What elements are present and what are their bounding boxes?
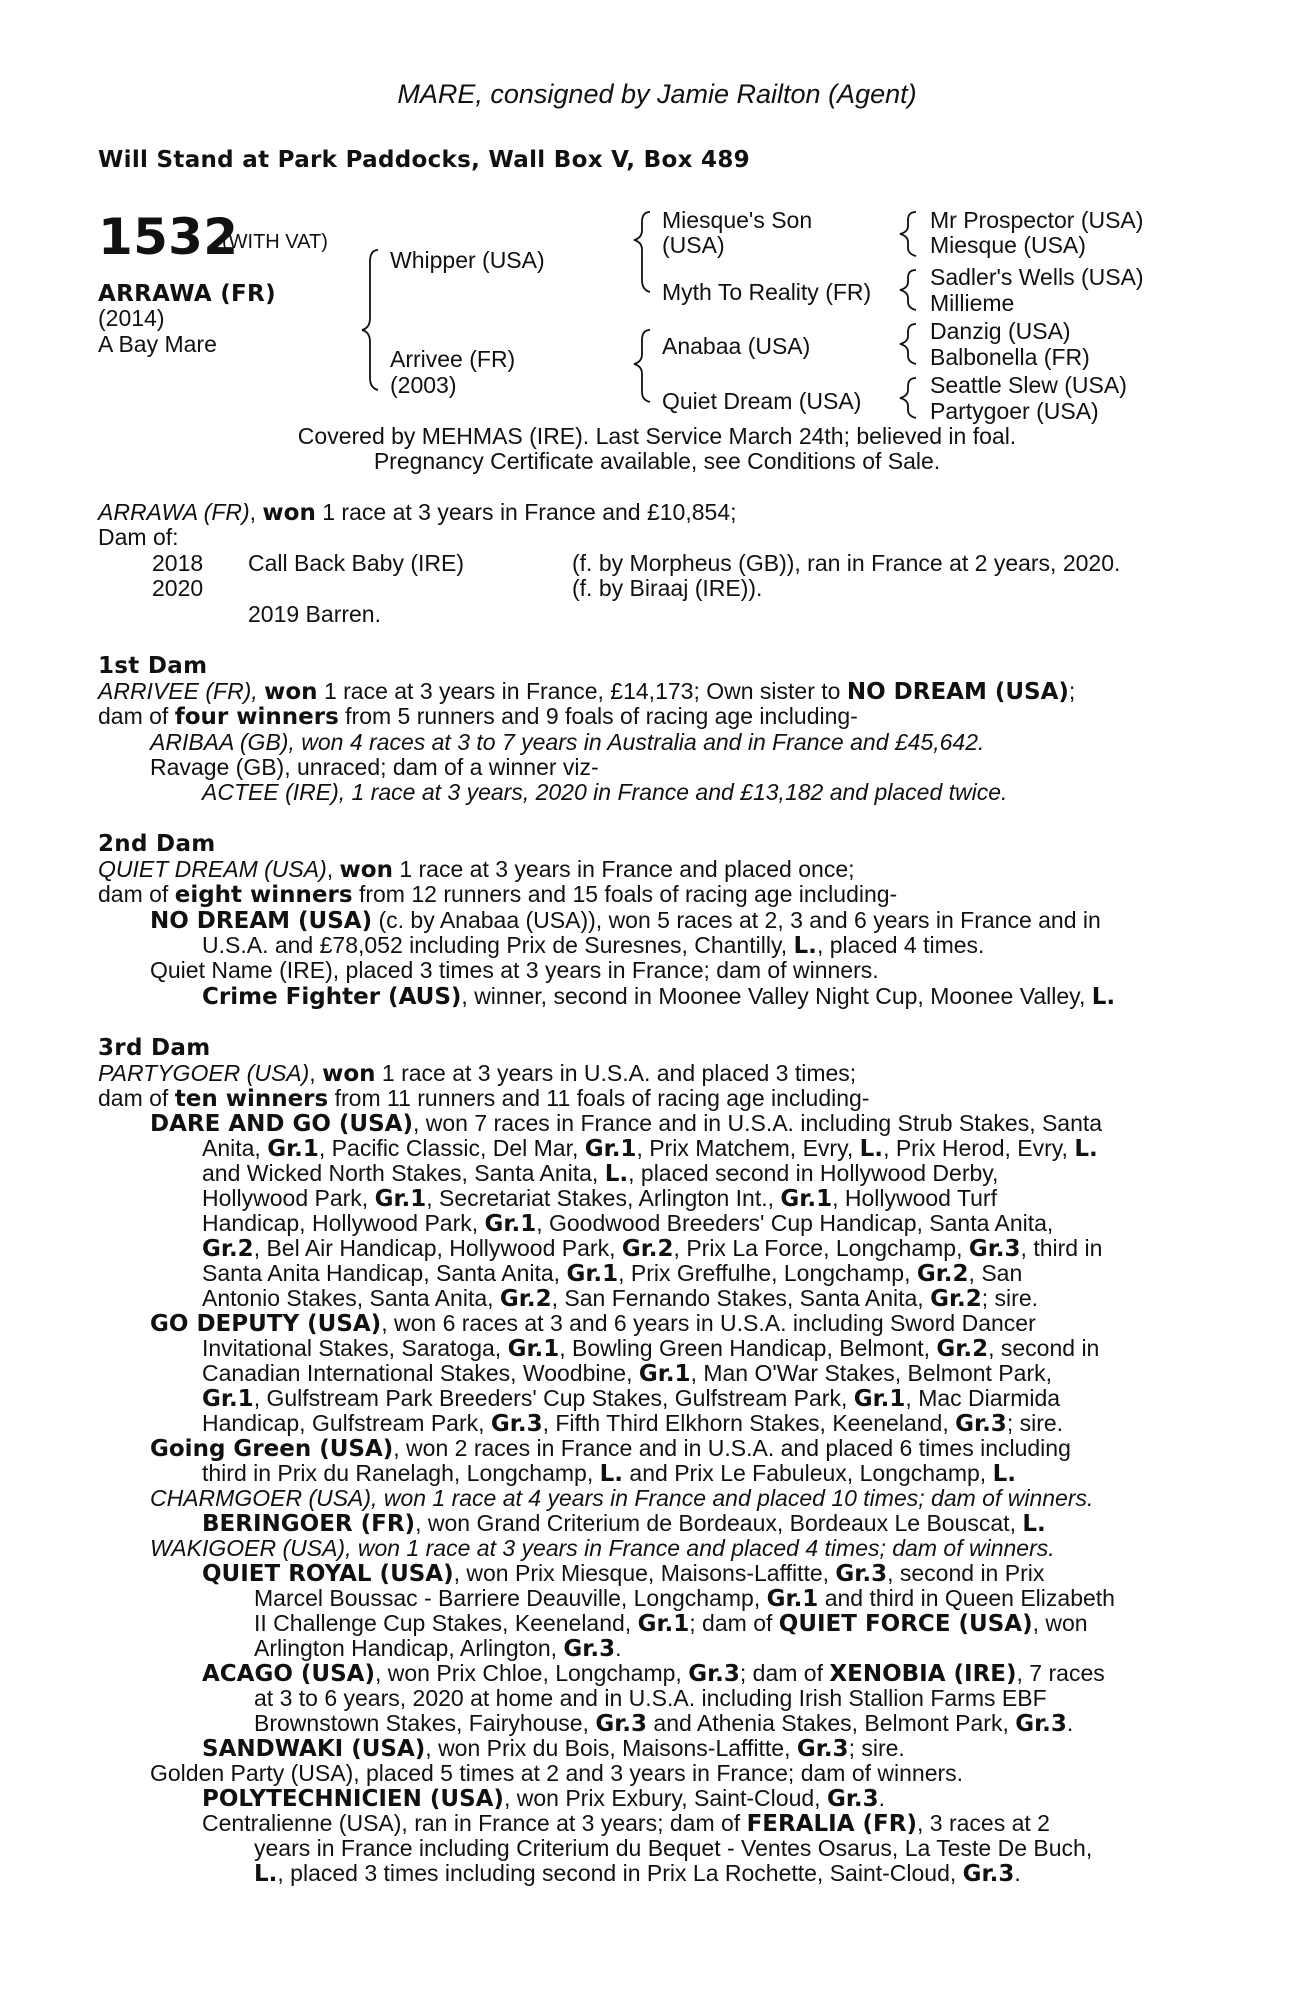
produce-name: Call Back Baby (IRE) bbox=[248, 550, 465, 576]
second-dam-line: QUIET DREAM (USA), won 1 race at 3 years in France and placed once; bbox=[98, 856, 855, 883]
dam-of-label: Dam of: bbox=[98, 524, 179, 550]
dam3-grandproduce-line: BERINGOER (FR), won Grand Criterium de Bordeaux, Bordeaux Le Bouscat, L. bbox=[202, 1510, 1046, 1537]
dam3-grandproduce-line: QUIET ROYAL (USA), won Prix Miesque, Maisons-Laffitte, Gr.3, second in Prix bbox=[202, 1560, 1045, 1587]
third-dam-title: 3rd Dam bbox=[98, 1035, 211, 1061]
pedigree-dam-year: (2003) bbox=[390, 372, 457, 398]
first-dam-produce: ARIBAA (GB), won 4 races at 3 to 7 years in Australia and in France and £45,642. bbox=[150, 729, 985, 755]
dam3-produce-line: Handicap, Gulfstream Park, Gr.3, Fifth Third Elkhorn Stakes, Keeneland, Gr.3; sire. bbox=[202, 1410, 1064, 1437]
consignor-heading: MARE, consigned by Jamie Railton (Agent) bbox=[397, 79, 917, 109]
second-dam-title: 2nd Dam bbox=[98, 831, 216, 857]
dam3-produce-line: Hollywood Park, Gr.1, Secretariat Stakes, Arlington Int., Gr.1, Hollywood Turf bbox=[202, 1185, 997, 1212]
pedigree-dsd: Balbonella (FR) bbox=[930, 344, 1090, 370]
pedigree-sire-sire-country: (USA) bbox=[662, 232, 725, 258]
pedigree-dam: Arrivee (FR) bbox=[390, 346, 516, 372]
pedigree-sds: Sadler's Wells (USA) bbox=[930, 264, 1144, 290]
pregnancy-note: Pregnancy Certificate available, see Conditions of Sale. bbox=[373, 448, 941, 474]
first-dam-produce: Ravage (GB), unraced; dam of a winner viz- bbox=[150, 754, 599, 780]
produce-year: 2018 bbox=[152, 550, 204, 576]
pedigree-sire: Whipper (USA) bbox=[390, 247, 545, 273]
second-dam-produce: Quiet Name (IRE), placed 3 times at 3 years in France; dam of winners. bbox=[150, 957, 879, 983]
pedigree-ssd: Miesque (USA) bbox=[930, 232, 1086, 258]
covered-note: Covered by MEHMAS (IRE). Last Service March 24th; believed in foal. bbox=[297, 423, 1017, 449]
dam3-produce-line: Invitational Stakes, Saratoga, Gr.1, Bowling Green Handicap, Belmont, Gr.2, second in bbox=[202, 1335, 1100, 1362]
dam3-grandproduce-line: Centralienne (USA), ran in France at 3 years; dam of FERALIA (FR), 3 races at 2 bbox=[202, 1810, 1050, 1837]
dam3-grandproduce-line: SANDWAKI (USA), won Prix du Bois, Maisons-Laffitte, Gr.3; sire. bbox=[202, 1735, 905, 1762]
horse-year: (2014) bbox=[98, 305, 165, 331]
first-dam-title: 1st Dam bbox=[98, 653, 208, 679]
pedigree-sire-dam: Myth To Reality (FR) bbox=[662, 279, 872, 305]
dam3-produce-line: Golden Party (USA), placed 5 times at 2 and 3 years in France; dam of winners. bbox=[150, 1760, 964, 1786]
dam3-grandproduce-line: years in France including Criterium du Bequet - Ventes Osarus, La Teste De Buch, bbox=[254, 1835, 1093, 1861]
dam3-produce-line: Gr.1, Gulfstream Park Breeders' Cup Stakes, Gulfstream Park, Gr.1, Mac Diarmida bbox=[202, 1385, 1061, 1412]
pedigree-dam-sire: Anabaa (USA) bbox=[662, 333, 811, 359]
dam3-produce-line: WAKIGOER (USA), won 1 race at 3 years in France and placed 4 times; dam of winners. bbox=[150, 1535, 1055, 1561]
pedigree-ddd: Partygoer (USA) bbox=[930, 398, 1099, 424]
produce-detail: (f. by Morpheus (GB)), ran in France at 2 years, 2020. bbox=[572, 550, 1121, 576]
dam3-produce-line: Gr.2, Bel Air Handicap, Hollywood Park, Gr.2, Prix La Force, Longchamp, Gr.3, third in bbox=[202, 1235, 1103, 1262]
third-dam-line: PARTYGOER (USA), won 1 race at 3 years in U.S.A. and placed 3 times; bbox=[98, 1060, 857, 1087]
lot-number: 1532 bbox=[98, 208, 239, 266]
dam3-grandproduce-line: ACAGO (USA), won Prix Chloe, Longchamp, Gr.3; dam of XENOBIA (IRE), 7 races bbox=[202, 1660, 1105, 1687]
second-dam-produce: NO DREAM (USA) (c. by Anabaa (USA)), won 5 races at 2, 3 and 6 years in France and in bbox=[150, 907, 1101, 934]
pedigree-dss: Danzig (USA) bbox=[930, 318, 1071, 344]
dam3-produce-line: CHARMGOER (USA), won 1 race at 4 years in France and placed 10 times; dam of winners. bbox=[150, 1485, 1094, 1511]
dam3-produce-line: GO DEPUTY (USA), won 6 races at 3 and 6 years in U.S.A. including Sword Dancer bbox=[150, 1310, 1036, 1337]
dam3-produce-line: Canadian International Stakes, Woodbine, Gr.1, Man O'War Stakes, Belmont Park, bbox=[202, 1360, 1052, 1387]
first-dam-line: ARRIVEE (FR), won 1 race at 3 years in France, £14,173; Own sister to NO DREAM (USA); bbox=[98, 678, 1076, 705]
pedigree-sire-sire: Miesque's Son bbox=[662, 207, 813, 233]
dam3-produce-line: Antonio Stakes, Santa Anita, Gr.2, San Fernando Stakes, Santa Anita, Gr.2; sire. bbox=[202, 1285, 1038, 1312]
stand-location: Will Stand at Park Paddocks, Wall Box V, Box 489 bbox=[98, 147, 750, 173]
mare-record: ARRAWA (FR), won 1 race at 3 years in France and £10,854; bbox=[98, 499, 737, 526]
dam3-grandproduce-line: POLYTECHNICIEN (USA), won Prix Exbury, Saint-Cloud, Gr.3. bbox=[202, 1785, 886, 1812]
barren-note: 2019 Barren. bbox=[248, 601, 381, 627]
produce-year: 2020 bbox=[152, 575, 204, 601]
horse-name: ARRAWA (FR) bbox=[98, 281, 276, 307]
dam3-grandproduce-line: L., placed 3 times including second in Prix La Rochette, Saint-Cloud, Gr.3. bbox=[254, 1860, 1021, 1887]
dam3-produce-line: and Wicked North Stakes, Santa Anita, L., placed second in Hollywood Derby, bbox=[202, 1160, 999, 1187]
third-dam-line: dam of ten winners from 11 runners and 11 foals of racing age including- bbox=[98, 1085, 870, 1112]
produce-detail: (f. by Biraaj (IRE)). bbox=[572, 575, 763, 601]
pedigree-sdd: Millieme bbox=[930, 290, 1015, 316]
dam3-grandproduce-line: Marcel Boussac - Barriere Deauville, Longchamp, Gr.1 and third in Queen Elizabeth bbox=[254, 1585, 1115, 1612]
first-dam-line: dam of four winners from 5 runners and 9 foals of racing age including- bbox=[98, 703, 858, 730]
dam3-produce-line: Santa Anita Handicap, Santa Anita, Gr.1, Prix Greffulhe, Longchamp, Gr.2, San bbox=[202, 1260, 1023, 1287]
dam3-produce-line: Handicap, Hollywood Park, Gr.1, Goodwood Breeders' Cup Handicap, Santa Anita, bbox=[202, 1210, 1054, 1237]
second-dam-produce: U.S.A. and £78,052 including Prix de Suresnes, Chantilly, L., placed 4 times. bbox=[202, 932, 985, 959]
second-dam-line: dam of eight winners from 12 runners and 15 foals of racing age including- bbox=[98, 881, 898, 908]
dam3-produce-line: DARE AND GO (USA), won 7 races in France and in U.S.A. including Strub Stakes, Santa bbox=[150, 1110, 1103, 1137]
pedigree-dds: Seattle Slew (USA) bbox=[930, 372, 1127, 398]
dam3-grandproduce-line: Arlington Handicap, Arlington, Gr.3. bbox=[254, 1635, 622, 1662]
pedigree-dam-dam: Quiet Dream (USA) bbox=[662, 388, 862, 414]
dam3-grandproduce-line: Brownstown Stakes, Fairyhouse, Gr.3 and Athenia Stakes, Belmont Park, Gr.3. bbox=[254, 1710, 1074, 1737]
vat-note: (WITH VAT) bbox=[222, 231, 328, 253]
second-dam-grandproduce: Crime Fighter (AUS), winner, second in Moonee Valley Night Cup, Moonee Valley, L. bbox=[202, 983, 1116, 1010]
dam3-grandproduce-line: II Challenge Cup Stakes, Keeneland, Gr.1; dam of QUIET FORCE (USA), won bbox=[254, 1610, 1088, 1637]
dam3-grandproduce-line: at 3 to 6 years, 2020 at home and in U.S.A. including Irish Stallion Farms EBF bbox=[254, 1685, 1047, 1711]
dam3-produce-line: Anita, Gr.1, Pacific Classic, Del Mar, Gr.1, Prix Matchem, Evry, L., Prix Herod, Evry, L. bbox=[202, 1135, 1098, 1162]
pedigree-sss: Mr Prospector (USA) bbox=[930, 207, 1144, 233]
first-dam-grandproduce: ACTEE (IRE), 1 race at 3 years, 2020 in France and £13,182 and placed twice. bbox=[202, 779, 1008, 805]
dam3-produce-line: Going Green (USA), won 2 races in France and in U.S.A. and placed 6 times including bbox=[150, 1435, 1071, 1462]
dam3-produce-line: third in Prix du Ranelagh, Longchamp, L. and Prix Le Fabuleux, Longchamp, L. bbox=[202, 1460, 1016, 1487]
horse-description: A Bay Mare bbox=[98, 331, 217, 357]
